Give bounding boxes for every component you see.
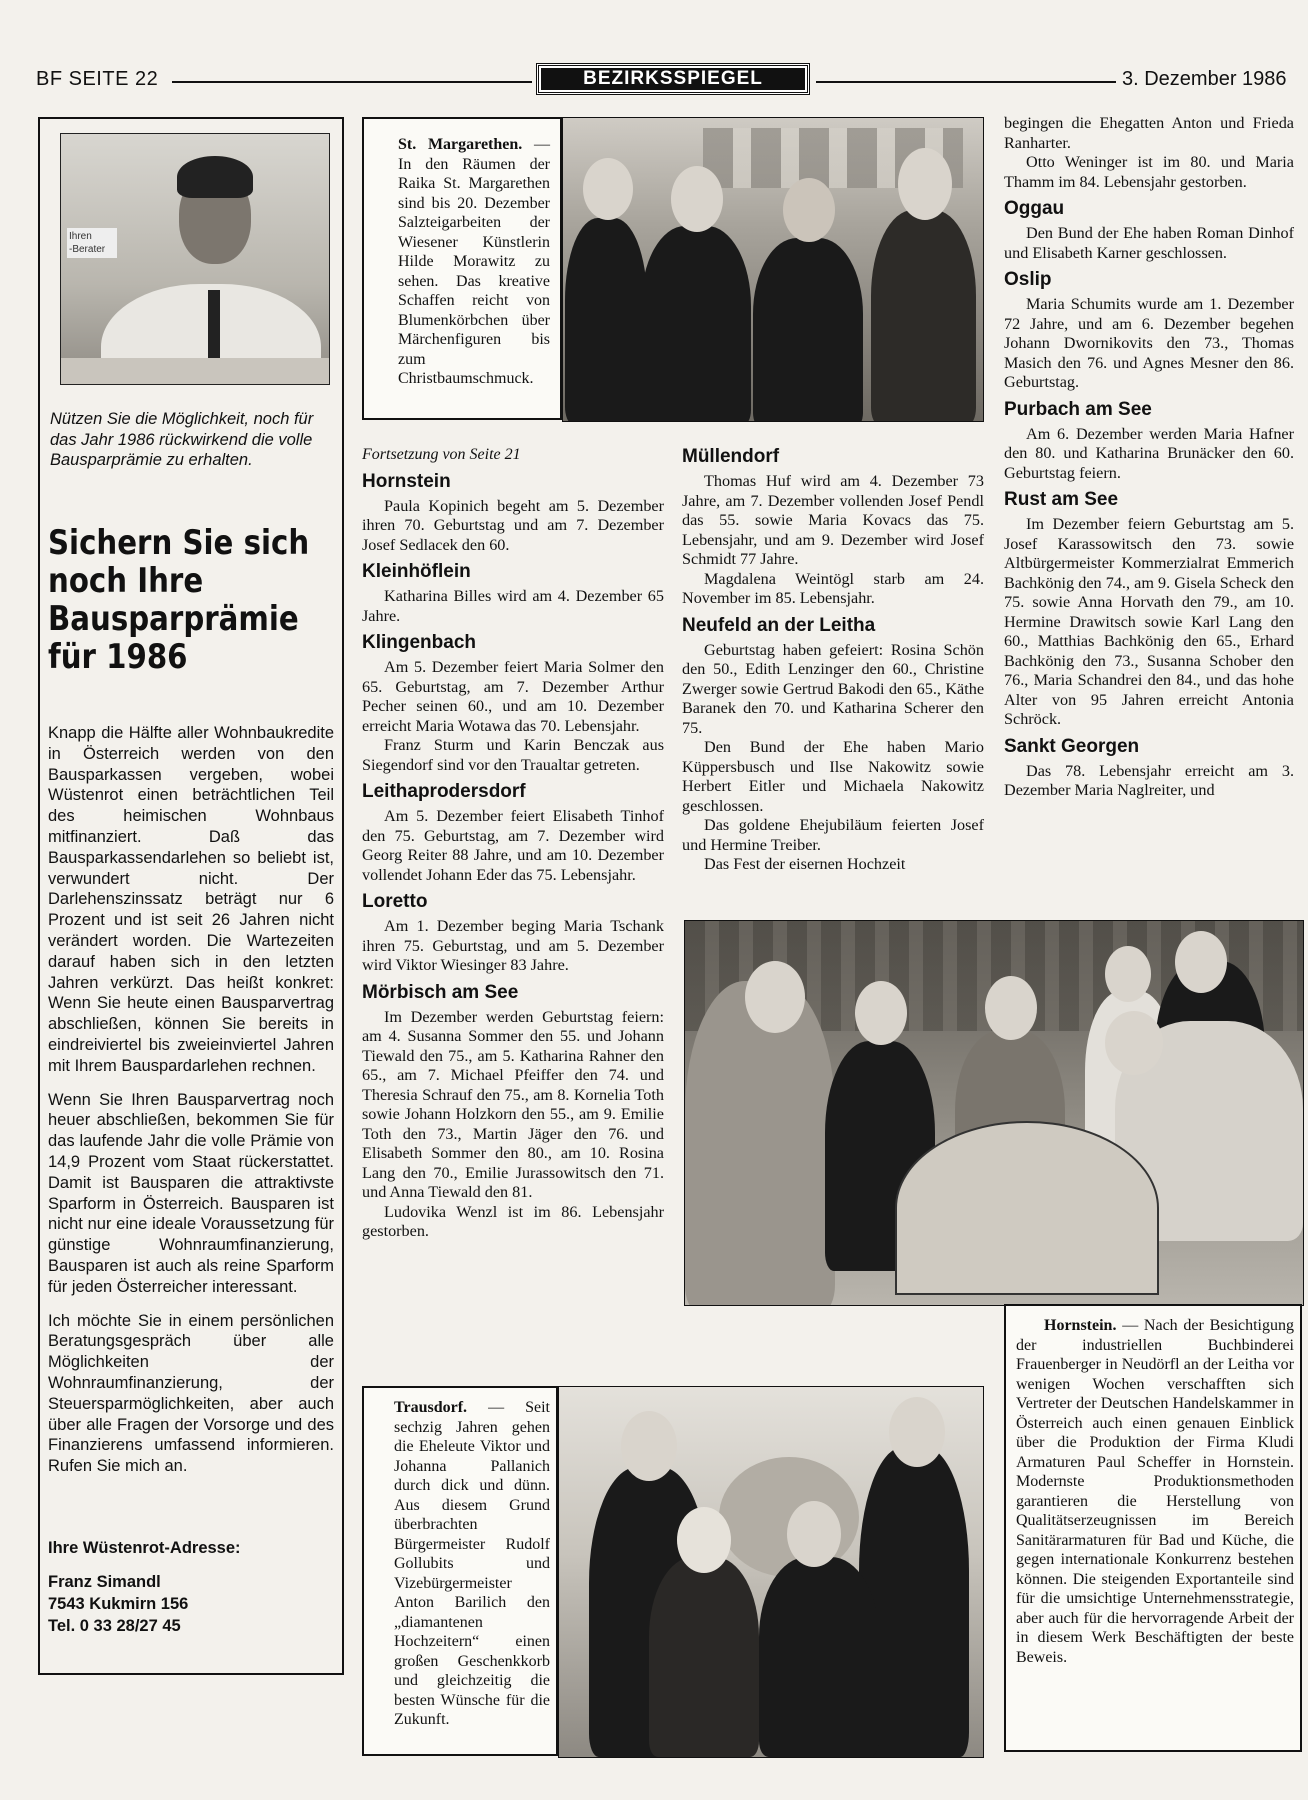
caption-hornstein xyxy=(1004,1304,1302,1752)
article-paragraph: Otto Weninger ist im 80. und Maria Thamm im 84. Lebensjahr gestorben. xyxy=(1004,153,1294,191)
section-heading: Purbach am See xyxy=(1004,398,1152,420)
page-number: BF SEITE 22 xyxy=(36,68,159,90)
header-rule-left xyxy=(172,81,532,83)
ad-headline: Sichern Sie sich noch Ihre Bausparprämie für 1986 xyxy=(48,523,310,677)
ad-body xyxy=(48,723,334,1490)
caption-place: St. Margarethen. xyxy=(398,136,523,153)
section-heading: Neufeld an der Leitha xyxy=(682,614,876,636)
column-1 xyxy=(362,445,664,1242)
article-paragraph: Geburtstag haben gefeiert: Rosina Schön den 50., Edith Lenzinger den 60., Christine Zwerger sowie Gertrud Bakodi den 65., Käthe Baranek den 70. und Katharina Scherer den 75. xyxy=(682,640,984,737)
address-label: Ihre Wüstenrot-Adresse: xyxy=(48,1539,241,1557)
header-rule-right xyxy=(816,81,1116,83)
ad-paragraph: Knapp die Hälfte aller Wohnbaukredite in Österreich werden von den Bausparkassen vergeben, wobei Wüstenrot einen beträchtlichen Teil des heimischen Wohnbaus mitfinanziert. Daß das Bausparkassendarlehen so beliebt ist, verwundert nicht. Der Darlehenszinssatz beträgt nur 6 Prozent und ist seit 26 Jahren nicht verändert worden. Die Wartezeiten darauf haben sich in den letzten Jahren verkürzt. Das heißt konkret: Wenn Sie heute einen Bausparvertrag abschließen, können Sie bereits in eindreiviertel bis zweieinviertel Jahren mit Ihrem Bauspardarlehen rechnen. xyxy=(48,724,334,1075)
ad-address xyxy=(48,1537,334,1637)
address-street: 7543 Kukmirn 156 xyxy=(48,1595,189,1613)
article-paragraph: Magdalena Weintögl starb am 24. November im 85. Lebensjahr. xyxy=(682,569,984,607)
section-heading: Rust am See xyxy=(1004,489,1119,510)
section-heading: Sankt Georgen xyxy=(1004,735,1140,757)
section-heading: Mörbisch am See xyxy=(362,981,519,1003)
section-heading: Loretto xyxy=(362,891,428,912)
article-paragraph: Das Fest der eisernen Hochzeit xyxy=(704,855,906,873)
continued-note: Fortsetzung von Seite 21 xyxy=(362,446,521,463)
article-paragraph: Am 6. Dezember werden Maria Hafner den 80. und Katharina Brunäcker den 60. Geburtstag feiern. xyxy=(1004,424,1294,482)
article-paragraph: Katharina Billes wird am 4. Dezember 65 Jahre. xyxy=(362,587,664,625)
article-paragraph: Im Dezember feiern Geburtstag am 5. Josef Karassowitsch den 73. sowie Altbürgermeister Kommerzialrat Emmerich Bachkönig den 74., am 9. Gisela Scheck den 75. sowie Anna Horvath den 79., am 10. Hermine Drawitsch sowie Karl Lang den 60., Matthias Bachkönig den 65., Erhard Bachkönig den 73., Susanna Schober den 76., Maria Schandrei den 84., und das hohe Alter von 95 Jahren erreicht Antonia Schröck. xyxy=(1004,515,1294,728)
section-heading: Oggau xyxy=(1004,198,1065,219)
article-paragraph: Am 1. Dezember beging Maria Tschank ihren 75. Geburtstag, und am 5. Dezember wird Viktor Wiesinger 83 Jahre. xyxy=(362,917,664,974)
article-paragraph: Das goldene Ehejubiläum feierten Josef und Hermine Treiber. xyxy=(682,816,984,854)
section-heading: Kleinhöflein xyxy=(362,561,471,582)
caption-place: Trausdorf. xyxy=(394,1399,468,1416)
section-heading: Klingenbach xyxy=(362,632,477,653)
article-paragraph: Am 5. Dezember feiert Maria Solmer den 65. Geburtstag, am 7. Dezember Arthur Pecher seinen 60., und am 10. Dezember erreicht Maria Wotawa das 70. Lebensjahr. xyxy=(362,658,664,735)
article-paragraph: Thomas Huf wird am 4. Dezember 73 Jahre, am 7. Dezember vollenden Josef Pendl das 55. sowie Maria Kovacs das 75. Lebensjahr, und am 9. Dezember wird Josef Schmidt 77 Jahre. xyxy=(682,472,984,568)
article-paragraph: begingen die Ehegatten Anton und Frieda Ranharter. xyxy=(1004,114,1294,152)
section-heading: Oslip xyxy=(1004,269,1052,290)
ad-paragraph: Ich möchte Sie in einem persönlichen Beratungsgespräch über alle Möglichkeiten der Wohnraumfinanzierung, der Steuersparmöglichkeiten, aber auch über alle Fragen der Vorsorge und des Finanzierens umfassend informieren. Rufen Sie mich an. xyxy=(48,1311,334,1476)
ad-paragraph: Wenn Sie Ihren Bausparvertrag noch heuer abschließen, bekommen Sie für das laufende Jahr die volle Prämie von 14,9 Prozent vom Staat rückerstattet. Damit ist Bausparen die attraktivste Sparform in Österreich. Bausparen ist nicht nur eine ideale Voraussetzung für günstige Wohnraumfinanzierung, Bausparen ist auch als reine Sparform für jeden Österreicher interessant. xyxy=(48,1090,334,1296)
photo-trausdorf xyxy=(558,1386,984,1758)
address-phone: Tel. 0 33 28/27 45 xyxy=(48,1617,181,1635)
issue-date: 3. Dezember 1986 xyxy=(1122,68,1287,90)
section-banner xyxy=(536,63,810,95)
caption-place: Hornstein. xyxy=(1044,1317,1117,1334)
caption-text: — Seit sechzig Jahren gehen die Eheleute Viktor und Johanna Pallanich durch dick und dünn. Aus diesem Grund überbrachten Bürgermeister Rudolf Gollubits und Vizebürgermeister Anton Barilich den „diamantenen Hochzeitern“ einen großen Geschenkkorb und gleichzeitig die besten Wünsche für die Zukunft. xyxy=(394,1399,550,1728)
article-paragraph: Am 5. Dezember feiert Elisabeth Tinhof den 75. Geburtstag, am 7. Dezember wird Georg Reiter 88 Jahre, und am 10. Dezember vollendet Johann Eder das 75. Lebensjahr. xyxy=(362,807,664,884)
column-2 xyxy=(682,440,984,875)
section-title: BEZIRKSSPIEGEL xyxy=(541,68,805,90)
advisor-photo xyxy=(60,133,330,385)
caption-st-margarethen xyxy=(362,117,562,420)
article-paragraph: Paula Kopinich begeht am 5. Dezember ihren 70. Geburtstag und am 7. Dezember Josef Sedlacek den 60. xyxy=(362,496,664,554)
article-paragraph: Den Bund der Ehe haben Roman Dinhof und Elisabeth Karner geschlossen. xyxy=(1004,224,1294,262)
section-heading: Leithaprodersdorf xyxy=(362,781,526,802)
article-paragraph: Das 78. Lebensjahr erreicht am 3. Dezember Maria Naglreiter, und xyxy=(1004,761,1294,799)
photo-sign: Ihren -Berater xyxy=(67,228,117,258)
caption-text: — Nach der Besichtigung der industriellen Buchbinderei Frauenberger in Neudörfl an der Leitha vor wenigen Wochen verschafften sich Vertreter der Deutschen Handelskammer in Österreich auch einen genauen Einblick über die Produktion der Firma Kludi Armaturen Paul Scheffer in Hornstein. Modernste Produktionsmethoden garantieren die Herstellung von Qualitätserzeugnissen im Bereich Sanitärarmaturen für Bad und Küche, die gegen internationale Konkurrenz bestehen können. Die steigenden Exportanteile sind für die umsichtige Unternehmensstrategie, aber auch für die hervorragende Arbeit der in diesem Werk Beschäftigten der beste Beweis. xyxy=(1016,1317,1295,1666)
ad-photo-caption: Nützen Sie die Möglichkeit, noch für das Jahr 1986 rückwirkend die volle Bausparprämie zu erhalten. xyxy=(50,410,314,469)
caption-trausdorf xyxy=(362,1386,558,1756)
section-heading: Müllendorf xyxy=(682,446,780,467)
photo-st-margarethen xyxy=(562,117,984,422)
address-name: Franz Simandl xyxy=(48,1573,161,1591)
article-paragraph: Franz Sturm und Karin Benczak aus Siegendorf sind vor den Traualtar getreten. xyxy=(362,736,664,774)
advertisement xyxy=(38,117,344,1675)
caption-text: — In den Räumen der Raika St. Margarethen sind bis 20. Dezember Salzteigarbeiten der Wiesener Künstlerin Hilde Morawitz zu sehen. Das kreative Schaffen reicht von Blumenkörbchen über Märchenfiguren bis zum Christbaumschmuck. xyxy=(398,136,550,387)
article-paragraph: Im Dezember werden Geburtstag feiern: am 4. Susanna Sommer den 55. und Johann Tiewald den 75., am 5. Katharina Rahner den 65., am 7. Michael Pfeiffer den 74. und Theresia Schrauf den 75., am 8. Kornelia Toth sowie Johann Holzkorn den 55., am 9. Emilie Toth den 73., Martin Jäger den 76. und Elisabeth Sommer den 80., am 10. Rosina Lang den 70., Emilie Jurassowitsch den 71. und Anna Tiewald den 81. xyxy=(362,1007,664,1201)
column-3 xyxy=(1004,114,1294,801)
photo-hornstein-factory xyxy=(684,920,1304,1306)
article-paragraph: Maria Schumits wurde am 1. Dezember 72 Jahre, und am 6. Dezember begehen Johann Dwornikovits den 73., Thomas Masich den 76. und Agnes Mesner den 86. Geburtstag. xyxy=(1004,295,1294,391)
article-paragraph: Ludovika Wenzl ist im 86. Lebensjahr gestorben. xyxy=(362,1202,664,1240)
article-paragraph: Den Bund der Ehe haben Mario Küppersbusch und Ilse Nakowitz sowie Herbert Eitler und Michaela Nakowitz geschlossen. xyxy=(682,738,984,815)
section-heading: Hornstein xyxy=(362,470,451,492)
